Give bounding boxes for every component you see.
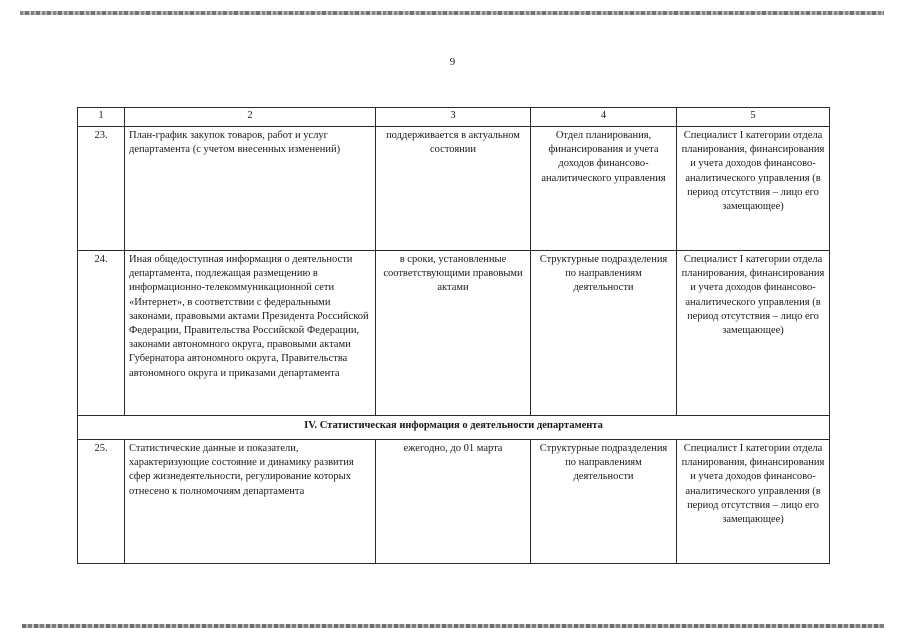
section-heading-row [78,416,830,440]
row-responsible-person: Специалист I категории отдела планирования, финансирования и учета доходов финансово-аналитического управления (в период отсутствия – лицо его замещающее) [677,440,830,564]
row-deadline: в сроки, установленные соответствующими правовыми актами [376,251,531,416]
row-responsible-person: Специалист I категории отдела планирования, финансирования и учета доходов финансово-аналитического управления (в период отсутствия – лицо его замещающее) [677,127,830,251]
row-deadline: поддерживается в актуальном состоянии [376,127,531,251]
column-header-4: 4 [531,108,677,127]
section-title: IV. Статистическая информация о деятельности департамента [78,416,830,440]
scan-edge-bottom [22,624,884,628]
row-responsible-unit: Структурные подразделения по направлениям деятельности [531,440,677,564]
row-deadline: ежегодно, до 01 марта [376,440,531,564]
column-header-1: 1 [78,108,125,127]
row-number: 24. [78,251,125,416]
table-row [78,127,830,251]
row-responsible-unit: Структурные подразделения по направлениям деятельности [531,251,677,416]
row-description: Иная общедоступная информация о деятельности департамента, подлежащая размещению в информационно-телекоммуникационной сети «Интернет», в соответствии с федеральными законами, правовыми актами Президента Российской Федерации, Правительства Российской Федерации, законами автономного округа, правовыми актами Губернатора автономного округа, Правительства автономного округа и приказами департамента [125,251,376,416]
table-row [78,251,830,416]
row-responsible-unit: Отдел планирования, финансирования и учета доходов финансово-аналитического управления [531,127,677,251]
table-row [78,440,830,564]
row-description: План-график закупок товаров, работ и услуг департамента (с учетом внесенных изменений) [125,127,376,251]
column-header-5: 5 [677,108,830,127]
row-number: 25. [78,440,125,564]
table-header-row [78,108,830,127]
column-header-3: 3 [376,108,531,127]
row-responsible-person: Специалист I категории отдела планирования, финансирования и учета доходов финансово-аналитического управления (в период отсутствия – лицо его замещающее) [677,251,830,416]
page-number: 9 [449,56,456,68]
row-number: 23. [78,127,125,251]
document-table [77,107,830,564]
column-header-2: 2 [125,108,376,127]
scan-edge-top [20,11,884,15]
row-description: Статистические данные и показатели, характеризующие состояние и динамику развития сфер жизнедеятельности, регулирование которых отнесено к полномочиям департамента [125,440,376,564]
